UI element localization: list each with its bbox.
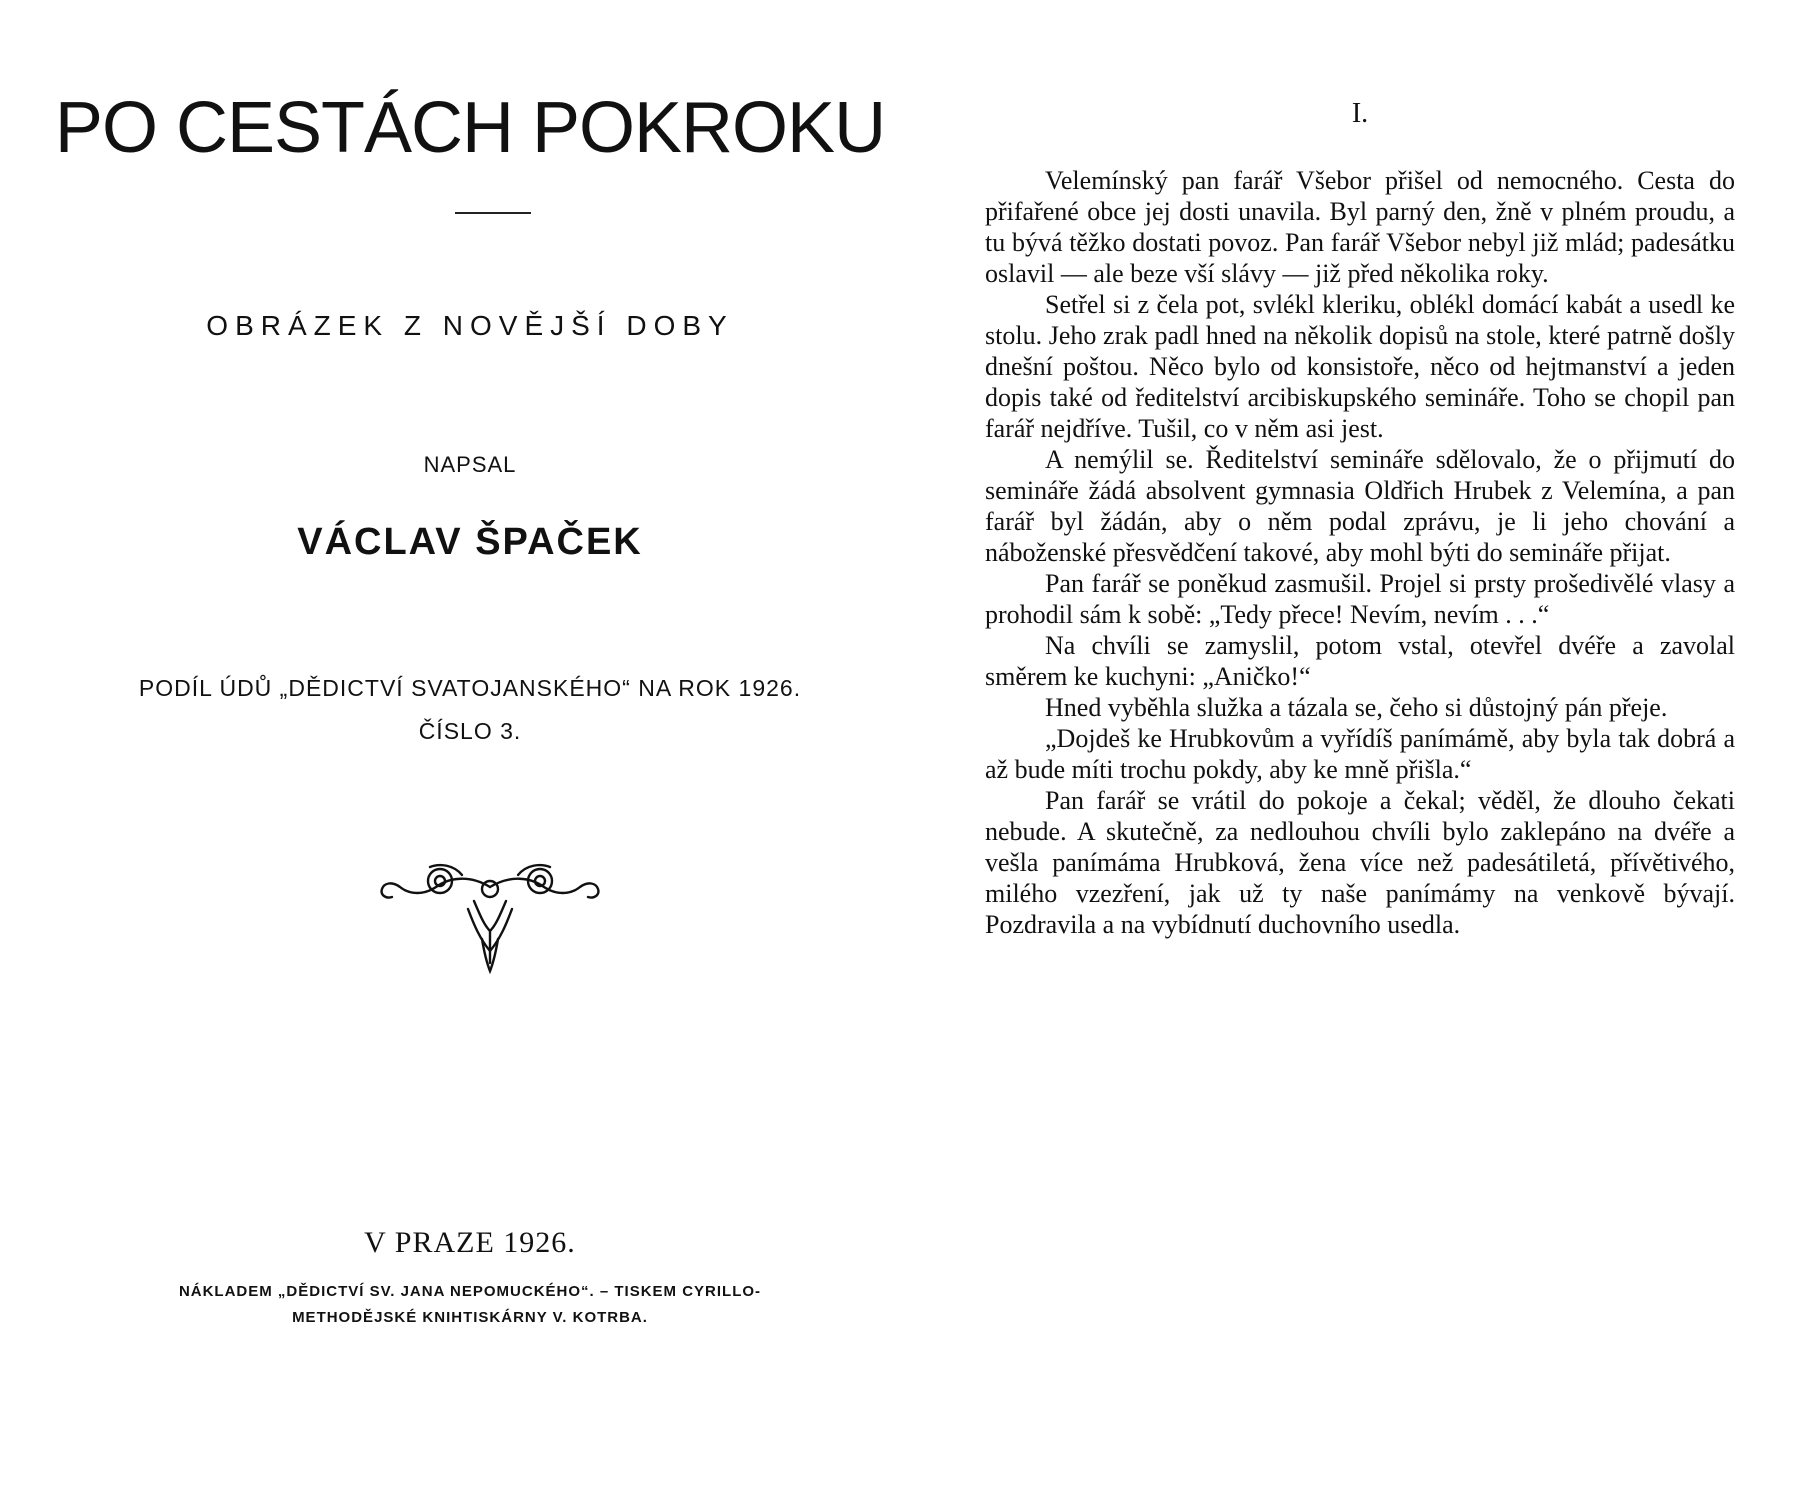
- imprint-line: METHODĚJSKÉ KNIHTISKÁRNY V. KOTRBA.: [292, 1309, 648, 1326]
- paragraph: Hned vyběhla služka a tázala se, čeho si důstojný pán přeje.: [1045, 693, 1668, 722]
- chapter-page: [985, 0, 1735, 1500]
- paragraph: Na chvíli se zamyslil, potom vstal, otevřel dvéře a zavolal směrem ke kuchyni: „Aničko!“: [985, 631, 1735, 691]
- paragraph: Setřel si z čela pot, svlékl kleriku, oblékl domácí kabát a usedl ke stolu. Jeho zrak padl hned na několik dopisů na stole, které patrně došly dnešní poštou. Něco bylo od konsistoře, něco od hejtmanství a jeden dopis také od ředitelství arcibiskupského semináře. Toho se chopil pan farář nejdříve. Tušil, co v něm asi jest.: [985, 290, 1735, 443]
- publication-place-year: V PRAZE 1926.: [364, 1226, 576, 1259]
- ornament-icon: [370, 855, 610, 975]
- author-name: VÁCLAV ŠPAČEK: [297, 521, 643, 563]
- chapter-body: [985, 165, 1735, 940]
- paragraph: Velemínský pan farář Všebor přišel od nemocného. Cesta do přifařené obce jej dosti unavila. Byl parný den, žně v plném proudu, a tu bývá těžko dostati povoz. Pan farář Všebor nebyl již mlád; padesátku oslavil — ale beze vší slávy — již před několika roky.: [985, 166, 1735, 288]
- subtitle: OBRÁZEK Z NOVĚJŠÍ DOBY: [206, 310, 734, 341]
- chapter-number: I.: [1351, 98, 1369, 129]
- issue-number: ČÍSLO 3.: [418, 718, 522, 744]
- paragraph: „Dojdeš ke Hrubkovům a vyřídíš panímámě, aby byla tak dobrá a až bude míti trochu pokdy, aby ke mně přišla.“: [985, 724, 1735, 784]
- series-line: PODÍL ÚDŮ „DĚDICTVÍ SVATOJANSKÉHO“ NA ROK 1926.: [138, 675, 802, 701]
- paragraph: Pan farář se poněkud zasmušil. Projel si prsty prošedivělé vlasy a prohodil sám k sobě: „Tedy přece! Nevím, nevím . . .“: [985, 569, 1735, 629]
- title-rule: [455, 212, 531, 214]
- title-page: [40, 0, 900, 1500]
- paragraph: Pan farář se vrátil do pokoje a čekal; věděl, že dlouho čekati nebude. A skutečně, za nedlouhou chvíli bylo zaklepáno na dvéře a vešla panímáma Hrubková, žena více než padesátiletá, přívětivého, milého vzezření, jak už ty naše panímámy na venkově bývají. Pozdravila a na vybídnutí duchovního usedla.: [985, 786, 1735, 939]
- paragraph: A nemýlil se. Ředitelství semináře sdělovalo, že o přijmutí do semináře žádá absolvent gymnasia Oldřich Hrubek z Velemína, a pan farář byl žádán, aby o něm podal zprávu, je li jeho chování a náboženské přesvědčení takové, aby mohl býti do semináře přijat.: [985, 445, 1735, 567]
- book-title: PO CESTÁCH POKROKU: [54, 88, 886, 168]
- author-prefix: NAPSAL: [423, 452, 517, 477]
- imprint-line: NÁKLADEM „DĚDICTVÍ SV. JANA NEPOMUCKÉHO“. – TISKEM CYRILLO-: [178, 1283, 762, 1300]
